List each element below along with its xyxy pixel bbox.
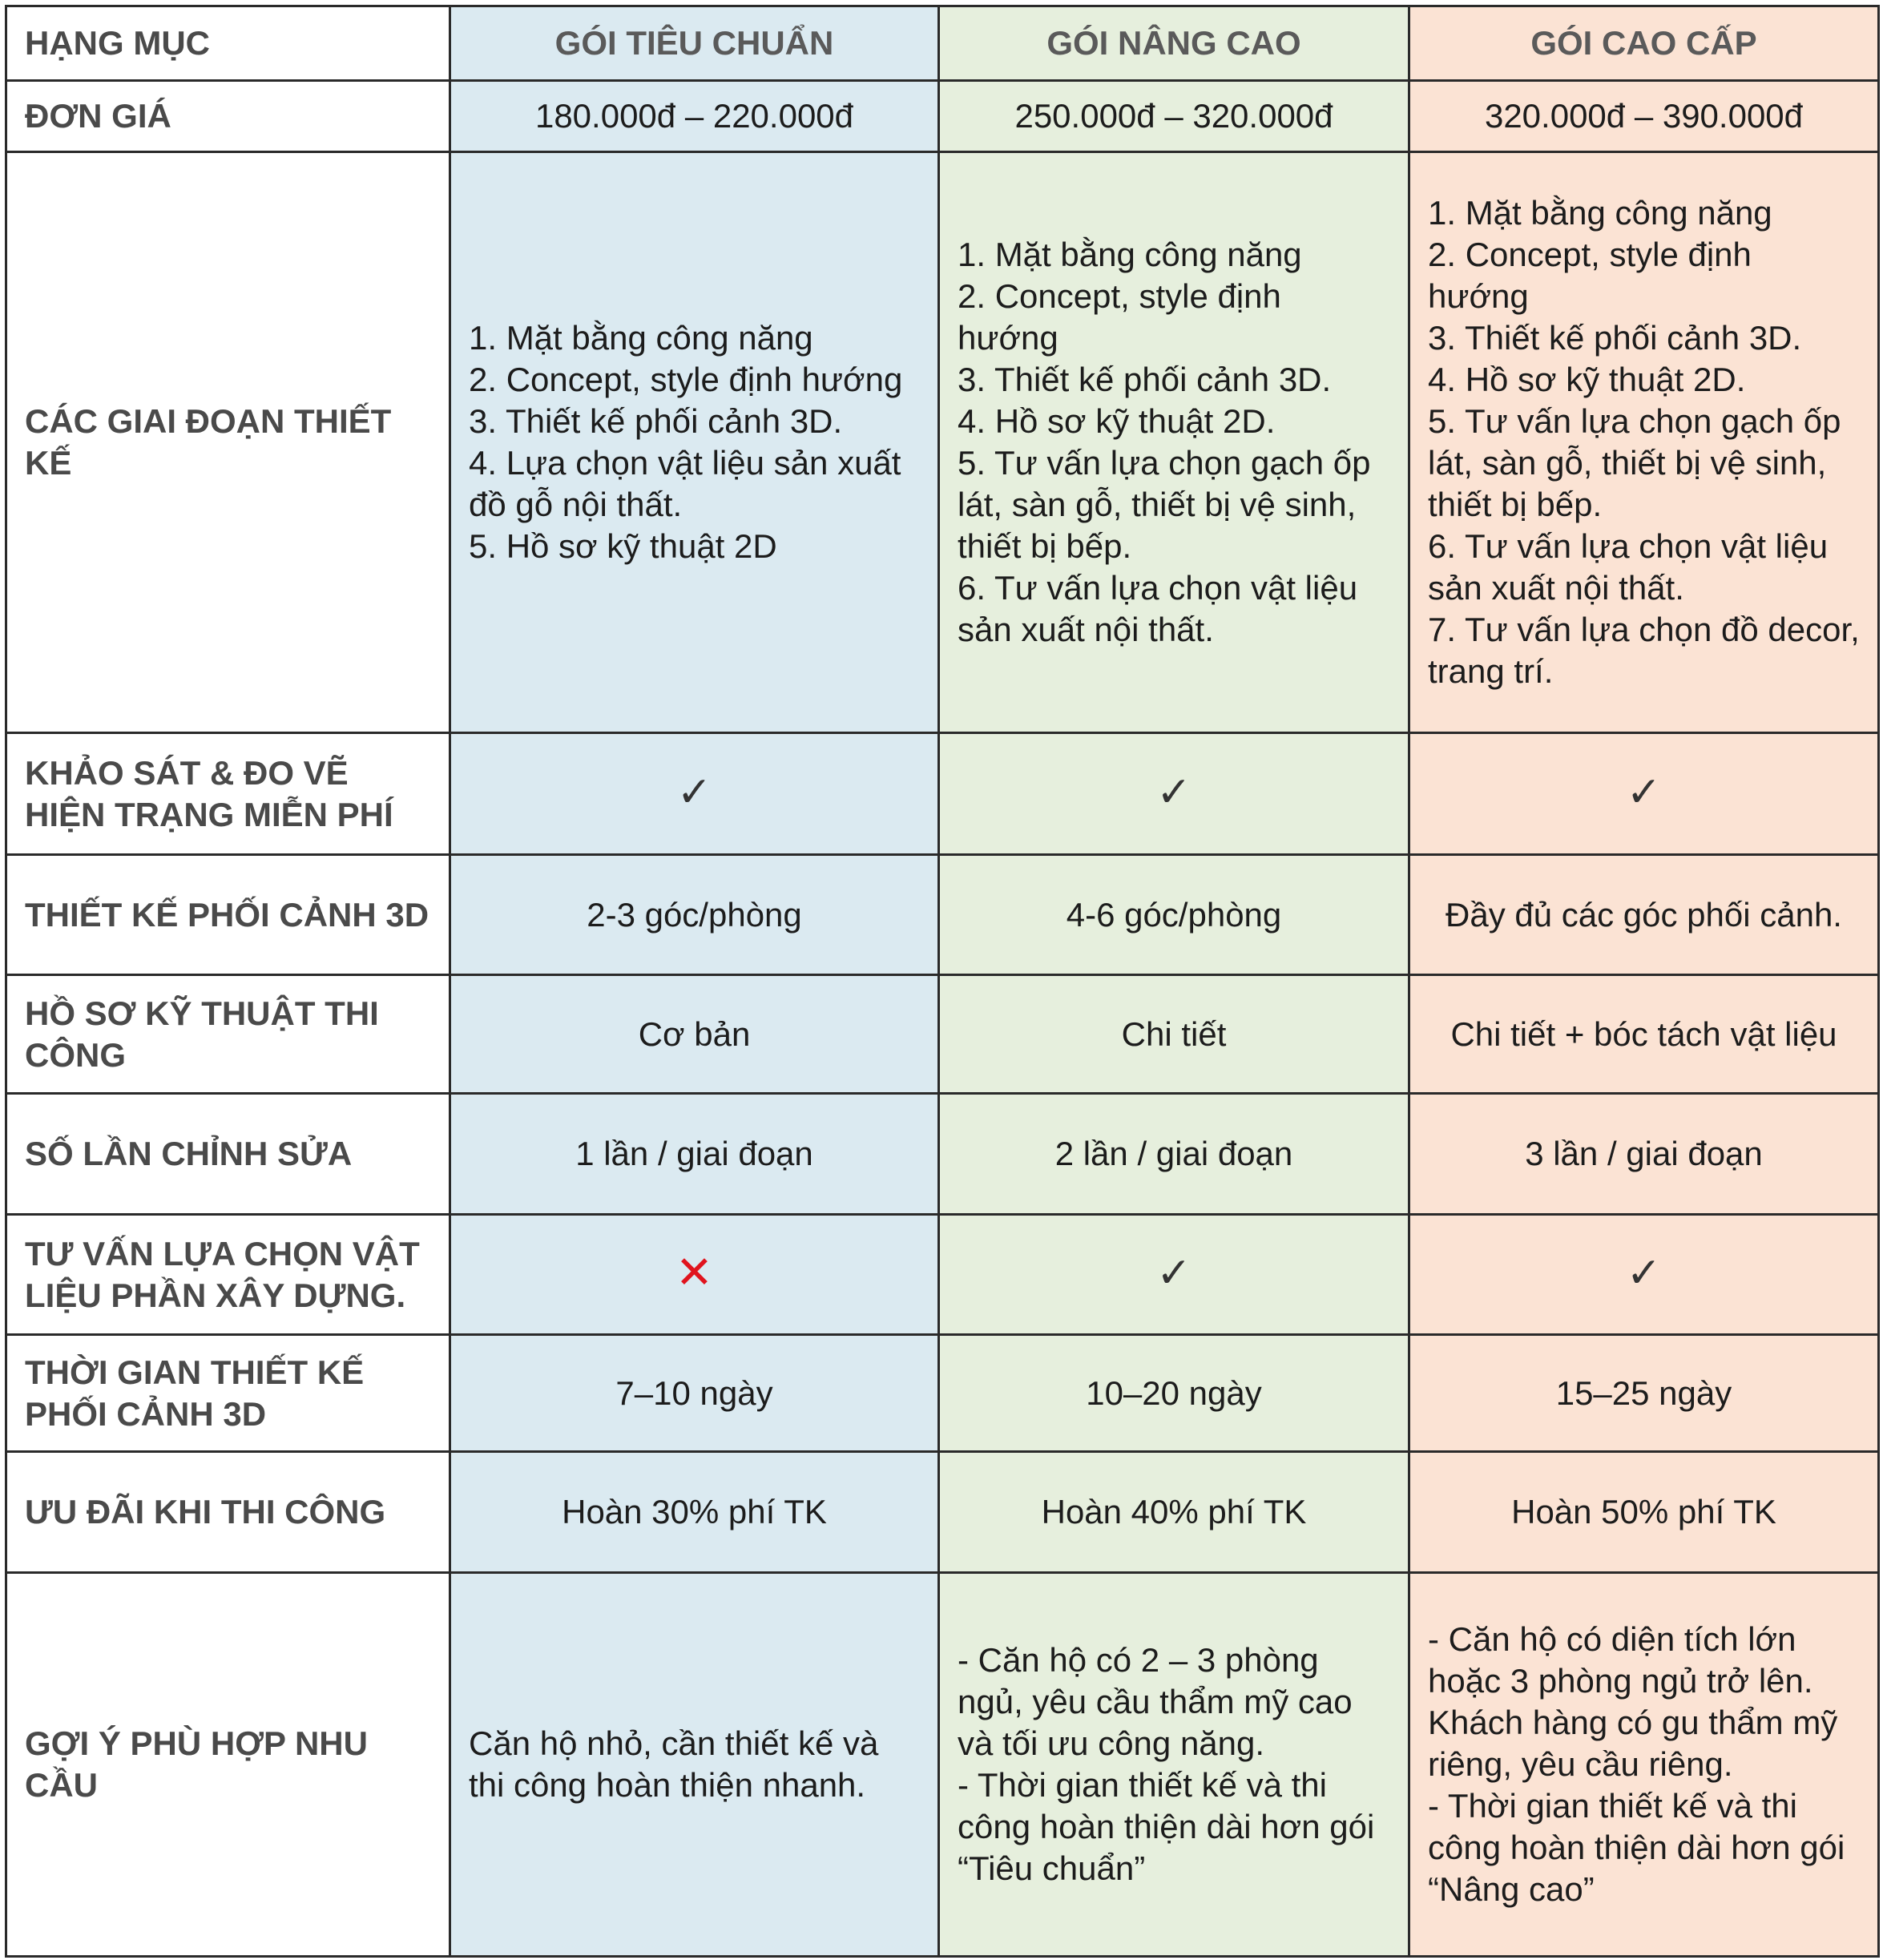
survey-label: KHẢO SÁT & ĐO VẼ HIỆN TRẠNG MIỄN PHÍ — [6, 733, 450, 855]
duration-row — [6, 1335, 1879, 1452]
list-item: - Căn hộ có diện tích lớn hoặc 3 phòng ngủ trở lên. Khách hàng có gu thẩm mỹ riêng, yêu cầu riêng. — [1428, 1620, 1838, 1783]
techdocs-label: HỒ SƠ KỸ THUẬT THI CÔNG — [6, 975, 450, 1094]
list-item: 6. Tư vấn lựa chọn vật liệu sản xuất nội thất. — [958, 569, 1358, 648]
price-standard: 180.000đ – 220.000đ — [450, 81, 939, 152]
stages-premium — [1409, 152, 1879, 733]
check-icon: ✓ — [1626, 1250, 1662, 1297]
render3d-row — [6, 855, 1879, 975]
list-item: 1. Mặt bằng công năng — [469, 319, 813, 357]
list-item: 2. Concept, style định hướng — [1428, 236, 1752, 315]
list-item: 5. Tư vấn lựa chọn gạch ốp lát, sàn gỗ, thiết bị vệ sinh, thiết bị bếp. — [958, 444, 1371, 565]
price-label: ĐƠN GIÁ — [6, 81, 450, 152]
list-item: 3. Thiết kế phối cảnh 3D. — [958, 361, 1332, 398]
stages-row — [6, 152, 1879, 733]
list-item: 4. Lựa chọn vật liệu sản xuất đồ gỗ nội thất. — [469, 444, 901, 523]
list-item: - Căn hộ có 2 – 3 phòng ngủ, yêu cầu thẩm mỹ cao và tối ưu công năng. — [958, 1641, 1353, 1762]
list-item: 1. Mặt bằng công năng — [958, 236, 1302, 273]
check-icon: ✓ — [1626, 769, 1662, 816]
list-item: 3. Thiết kế phối cảnh 3D. — [469, 402, 843, 440]
offer-standard: Hoàn 30% phí TK — [450, 1452, 939, 1573]
revisions-standard: 1 lần / giai đoạn — [450, 1094, 939, 1215]
suggestion-advanced — [939, 1573, 1409, 1957]
list-item: 1. Mặt bằng công năng — [1428, 194, 1772, 232]
techdocs-standard: Cơ bản — [450, 975, 939, 1094]
materials-row — [6, 1215, 1879, 1335]
offer-row — [6, 1452, 1879, 1573]
offer-advanced: Hoàn 40% phí TK — [939, 1452, 1409, 1573]
duration-premium: 15–25 ngày — [1409, 1335, 1879, 1452]
header-row — [6, 6, 1879, 81]
list-item: - Thời gian thiết kế và thi công hoàn thiện dài hơn gói “Nâng cao” — [1428, 1787, 1845, 1908]
header-standard: GÓI TIÊU CHUẨN — [450, 6, 939, 81]
suggestion-standard — [450, 1573, 939, 1957]
duration-label: THỜI GIAN THIẾT KẾ PHỐI CẢNH 3D — [6, 1335, 450, 1452]
suggestion-row — [6, 1573, 1879, 1957]
revisions-label: SỐ LẦN CHỈNH SỬA — [6, 1094, 450, 1215]
list-item: 5. Tư vấn lựa chọn gạch ốp lát, sàn gỗ, thiết bị vệ sinh, thiết bị bếp. — [1428, 402, 1841, 523]
list-item: 6. Tư vấn lựa chọn vật liệu sản xuất nội thất. — [1428, 527, 1829, 607]
list-item: 7. Tư vấn lựa chọn đồ decor, trang trí. — [1428, 611, 1860, 690]
revisions-advanced: 2 lần / giai đoạn — [939, 1094, 1409, 1215]
cross-icon: ✕ — [675, 1247, 713, 1297]
stages-label: CÁC GIAI ĐOẠN THIẾT KẾ — [6, 152, 450, 733]
techdocs-premium: Chi tiết + bóc tách vật liệu — [1409, 975, 1879, 1094]
list-item: 2. Concept, style định hướng — [958, 277, 1281, 357]
price-row — [6, 81, 1879, 152]
materials-label: TƯ VẤN LỰA CHỌN VẬT LIỆU PHẦN XÂY DỰNG. — [6, 1215, 450, 1335]
techdocs-advanced: Chi tiết — [939, 975, 1409, 1094]
materials-standard — [450, 1215, 939, 1335]
list-item: 4. Hồ sơ kỹ thuật 2D. — [958, 402, 1276, 440]
render3d-premium: Đầy đủ các góc phối cảnh. — [1409, 855, 1879, 975]
list-item: 5. Hồ sơ kỹ thuật 2D — [469, 527, 777, 565]
check-icon: ✓ — [1156, 769, 1191, 816]
techdocs-row — [6, 975, 1879, 1094]
render3d-standard: 2-3 góc/phòng — [450, 855, 939, 975]
revisions-row — [6, 1094, 1879, 1215]
stages-standard — [450, 152, 939, 733]
render3d-advanced: 4-6 góc/phòng — [939, 855, 1409, 975]
pricing-comparison-table — [5, 5, 1880, 1958]
list-item: Căn hộ nhỏ, cần thiết kế và thi công hoàn thiện nhanh. — [469, 1724, 879, 1804]
check-icon: ✓ — [676, 769, 712, 816]
header-label: HẠNG MỤC — [6, 6, 450, 81]
check-icon: ✓ — [1156, 1250, 1191, 1297]
header-premium: GÓI CAO CẤP — [1409, 6, 1879, 81]
list-item: 4. Hồ sơ kỹ thuật 2D. — [1428, 361, 1746, 398]
materials-advanced — [939, 1215, 1409, 1335]
survey-row — [6, 733, 1879, 855]
survey-standard — [450, 733, 939, 855]
list-item: 3. Thiết kế phối cảnh 3D. — [1428, 319, 1802, 357]
price-premium: 320.000đ – 390.000đ — [1409, 81, 1879, 152]
header-advanced: GÓI NÂNG CAO — [939, 6, 1409, 81]
survey-advanced — [939, 733, 1409, 855]
materials-premium — [1409, 1215, 1879, 1335]
survey-premium — [1409, 733, 1879, 855]
list-item: - Thời gian thiết kế và thi công hoàn thiện dài hơn gói “Tiêu chuẩn” — [958, 1766, 1375, 1887]
duration-standard: 7–10 ngày — [450, 1335, 939, 1452]
price-advanced: 250.000đ – 320.000đ — [939, 81, 1409, 152]
render3d-label: THIẾT KẾ PHỐI CẢNH 3D — [6, 855, 450, 975]
duration-advanced: 10–20 ngày — [939, 1335, 1409, 1452]
stages-advanced — [939, 152, 1409, 733]
list-item: 2. Concept, style định hướng — [469, 361, 903, 398]
offer-premium: Hoàn 50% phí TK — [1409, 1452, 1879, 1573]
offer-label: ƯU ĐÃI KHI THI CÔNG — [6, 1452, 450, 1573]
revisions-premium: 3 lần / giai đoạn — [1409, 1094, 1879, 1215]
suggestion-label: GỢI Ý PHÙ HỢP NHU CẦU — [6, 1573, 450, 1957]
suggestion-premium — [1409, 1573, 1879, 1957]
